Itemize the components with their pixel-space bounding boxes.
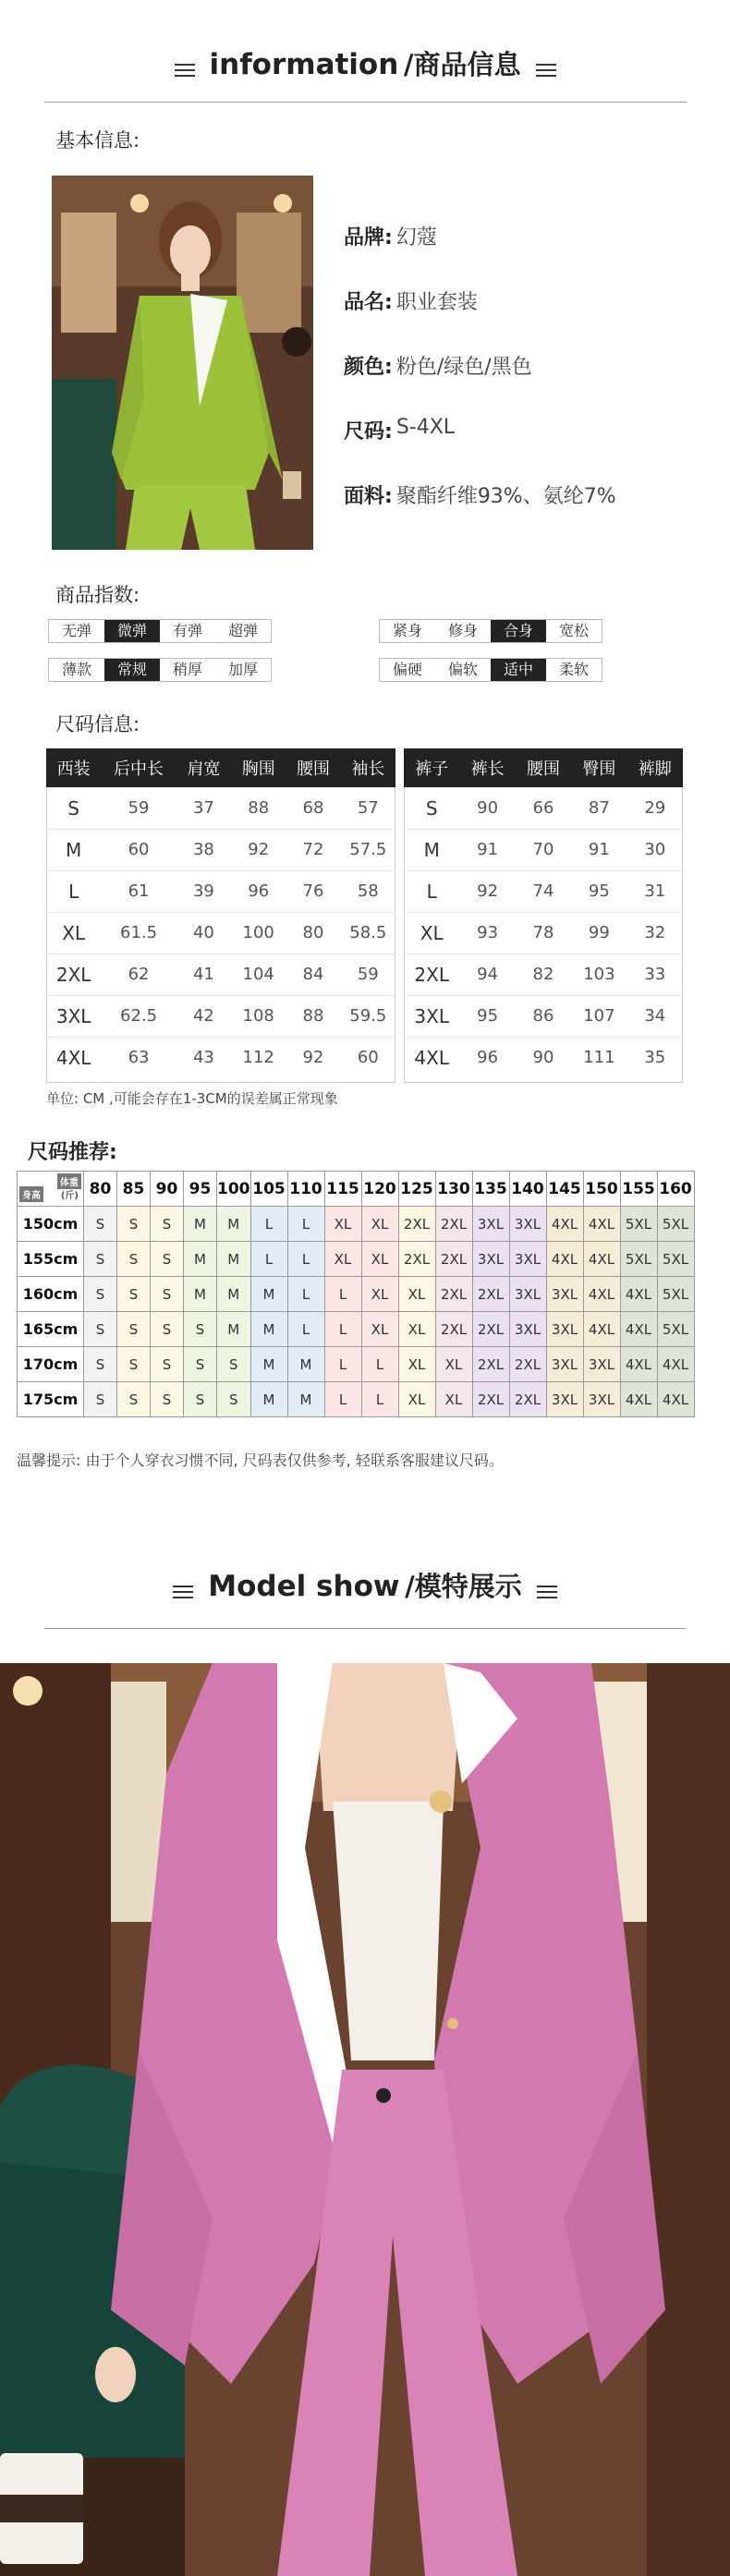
table-row [46,787,395,829]
pants-col-header: 裤长 [459,748,515,787]
table-row [404,1037,683,1078]
model-photo-pink-suit [0,1663,730,2576]
size-cell: M [287,1382,324,1417]
index-chip-selected: 合身 [491,620,546,642]
size-cell: 3XL [509,1312,546,1347]
size-label-cell: 4XL [404,1037,459,1078]
size-cell: 3XL [472,1242,509,1277]
size-cell: S [151,1312,184,1347]
suit-col-header: 袖长 [341,748,395,787]
size-cell: XL [435,1382,472,1417]
size-cell: 2XL [398,1242,435,1277]
size-cell: M [250,1312,287,1347]
weight-header: 160 [657,1172,694,1207]
measure-cell: 59 [341,954,395,995]
weight-header: 155 [620,1172,657,1207]
size-cell: S [151,1207,184,1242]
measure-cell: 40 [176,912,231,954]
weight-header: 125 [398,1172,435,1207]
table-row [18,1382,695,1417]
measure-cell: 35 [627,1037,683,1078]
size-label-cell: XL [46,912,101,954]
basic-info-list [344,222,616,545]
menu-lines-icon [175,64,195,77]
info-row-size: 尺码: S-4XL [344,416,456,444]
measure-cell: 58 [341,870,395,912]
size-cell: XL [361,1312,398,1347]
size-label-cell: 2XL [46,954,101,995]
measure-cell: 63 [101,1037,176,1078]
size-label-cell: M [46,829,101,870]
size-cell: S [217,1382,251,1417]
size-cell: M [184,1207,217,1242]
weight-header: 150 [583,1172,620,1207]
weight-header: 145 [546,1172,583,1207]
measure-cell: 60 [101,829,176,870]
index-chip: 柔软 [559,661,590,678]
size-cell: 2XL [435,1207,472,1242]
height-label-cell: 175cm [18,1382,84,1417]
menu-lines-icon [536,64,556,77]
size-cell: XL [361,1277,398,1312]
measure-cell: 72 [286,829,340,870]
size-label-cell: S [404,787,459,829]
index-chip-selected: 适中 [491,659,546,681]
size-cell: 2XL [398,1207,435,1242]
size-cell: 3XL [509,1277,546,1312]
measure-cell: 92 [286,1037,340,1078]
weight-header: 80 [84,1172,117,1207]
size-cell: 4XL [583,1277,620,1312]
table-row [46,829,395,870]
size-cell: 2XL [472,1312,509,1347]
suit-size-table [46,748,395,1078]
size-cell: 5XL [620,1207,657,1242]
size-cell: S [84,1207,117,1242]
index-chip: 稍厚 [173,661,203,678]
size-cell: XL [361,1242,398,1277]
measure-cell: 37 [176,787,231,829]
size-cell: XL [398,1312,435,1347]
size-cell: L [250,1242,287,1277]
size-cell: 2XL [472,1347,509,1382]
model-section-header [0,1566,730,1604]
table-row [46,1037,395,1078]
header-en: information [209,48,399,81]
size-cell: M [250,1382,287,1417]
measure-cell: 92 [459,870,515,912]
recommend-title: 尺码推荐: [28,1141,117,1164]
measure-cell: 57.5 [341,829,395,870]
size-cell: L [361,1382,398,1417]
index-chip: 超弹 [228,622,259,639]
measure-cell: 104 [231,954,286,995]
size-cell: S [217,1347,251,1382]
size-cell: 5XL [657,1312,694,1347]
measure-cell: 100 [231,912,286,954]
size-cell: XL [435,1347,472,1382]
header-sep: / [403,49,414,80]
weight-header: 100 [217,1172,251,1207]
size-label-cell: M [404,829,459,870]
info-row-color: 颜色: 粉色/绿色/黑色 [344,356,532,379]
size-note: 单位: CM ,可能会存在1-3CM的误差属正常现象 [46,1090,338,1107]
recommend-note: 温馨提示: 由于个人穿衣习惯不同, 尺码表仅供参考, 轻联系客服建议尺码。 [17,1452,504,1469]
size-cell: 3XL [546,1382,583,1417]
measure-cell: 82 [516,954,571,995]
size-cell: 2XL [435,1242,472,1277]
size-cell: XL [398,1347,435,1382]
size-cell: S [184,1382,217,1417]
height-label-cell: 150cm [18,1207,84,1242]
size-cell: 5XL [620,1242,657,1277]
measure-cell: 59.5 [341,995,395,1037]
index-thickness [48,658,272,682]
size-cell: L [250,1207,287,1242]
size-cell: 4XL [546,1242,583,1277]
weight-header: 105 [250,1172,287,1207]
size-cell: S [84,1312,117,1347]
measure-cell: 60 [341,1037,395,1078]
size-cell: 2XL [472,1382,509,1417]
size-cell: S [84,1347,117,1382]
size-cell: S [117,1347,151,1382]
size-cell: M [250,1347,287,1382]
measure-cell: 59 [101,787,176,829]
weight-header: 135 [472,1172,509,1207]
size-info-title: 尺码信息: [55,713,140,735]
measure-cell: 31 [627,870,683,912]
information-section-header [0,44,730,82]
corner-height-label: 身高 [19,1186,43,1202]
size-cell: XL [324,1207,361,1242]
measure-cell: 70 [516,829,571,870]
table-row [404,787,683,829]
size-cell: 2XL [509,1347,546,1382]
size-cell: L [361,1347,398,1382]
size-cell: 4XL [620,1312,657,1347]
size-cell: S [84,1277,117,1312]
size-cell: S [117,1277,151,1312]
weight-header: 115 [324,1172,361,1207]
size-cell: 4XL [546,1207,583,1242]
suit-col-header: 胸围 [231,748,286,787]
header-zh: 商品信息 [413,49,521,80]
size-cell: 4XL [583,1242,620,1277]
measure-cell: 95 [571,870,627,912]
size-cell: 3XL [546,1347,583,1382]
measure-cell: 96 [231,870,286,912]
table-row [18,1277,695,1312]
size-cell: 5XL [657,1242,694,1277]
size-cell: S [84,1382,117,1417]
measure-cell: 112 [231,1037,286,1078]
size-cell: 3XL [509,1207,546,1242]
corner-weight-label: 体重 [57,1173,81,1189]
size-cell: 4XL [583,1207,620,1242]
size-cell: 2XL [435,1312,472,1347]
table-row [404,870,683,912]
size-cell: 4XL [620,1382,657,1417]
index-title: 商品指数: [55,584,140,606]
size-cell: S [151,1382,184,1417]
suit-col-header: 腰围 [286,748,340,787]
table-corner-cell [18,1172,84,1207]
measure-cell: 38 [176,829,231,870]
size-label-cell: 3XL [46,995,101,1037]
measure-cell: 66 [516,787,571,829]
index-fit [379,619,602,643]
height-label-cell: 155cm [18,1242,84,1277]
height-label-cell: 170cm [18,1347,84,1382]
table-row [18,1312,695,1347]
info-row-fabric: 面料: 聚酯纤维93%、氨纶7% [344,485,616,508]
menu-lines-icon [537,1586,557,1598]
measure-cell: 61.5 [101,912,176,954]
size-cell: S [117,1207,151,1242]
table-row [404,829,683,870]
table-row [404,995,683,1037]
measure-cell: 91 [571,829,627,870]
size-cell: M [184,1277,217,1312]
measure-cell: 62.5 [101,995,176,1037]
measure-cell: 91 [459,829,515,870]
measure-cell: 90 [516,1037,571,1078]
suit-col-header: 后中长 [101,748,176,787]
size-cell: S [117,1312,151,1347]
size-cell: 4XL [620,1277,657,1312]
size-cell: 4XL [620,1347,657,1382]
size-cell: M [217,1242,251,1277]
size-cell: S [117,1242,151,1277]
size-cell: S [184,1312,217,1347]
table-row [18,1242,695,1277]
size-cell: XL [361,1207,398,1242]
pants-col-header: 腰围 [516,748,571,787]
size-cell: L [287,1207,324,1242]
corner-unit-label: (斤) [60,1191,79,1201]
suit-col-header: 肩宽 [176,748,231,787]
measure-cell: 41 [176,954,231,995]
measure-cell: 87 [571,787,627,829]
measure-cell: 42 [176,995,231,1037]
size-cell: L [324,1347,361,1382]
size-cell: XL [398,1277,435,1312]
product-photo-green-suit [52,176,313,550]
size-cell: 4XL [657,1382,694,1417]
index-chip: 加厚 [228,661,259,678]
model-header-sep: / [405,1571,415,1602]
basic-info-title: 基本信息: [55,129,140,152]
size-cell: M [217,1207,251,1242]
measure-cell: 58.5 [341,912,395,954]
size-cell: M [217,1312,251,1347]
measure-cell: 96 [459,1037,515,1078]
measure-cell: 32 [627,912,683,954]
table-row [18,1207,695,1242]
table-row [18,1347,695,1382]
size-cell: S [151,1347,184,1382]
measure-cell: 95 [459,995,515,1037]
measure-cell: 88 [231,787,286,829]
measure-cell: 99 [571,912,627,954]
pants-col-header: 裤脚 [627,748,683,787]
measure-cell: 34 [627,995,683,1037]
measure-cell: 39 [176,870,231,912]
weight-header: 85 [117,1172,151,1207]
size-cell: 5XL [657,1207,694,1242]
size-cell: S [84,1242,117,1277]
measure-cell: 103 [571,954,627,995]
size-cell: 3XL [546,1277,583,1312]
info-row-brand: 品牌: 幻蔻 [344,226,437,249]
measure-cell: 108 [231,995,286,1037]
measure-cell: 57 [341,787,395,829]
suit-col-header: 西装 [46,748,101,787]
menu-lines-icon [173,1586,193,1598]
measure-cell: 74 [516,870,571,912]
index-elasticity [48,619,272,643]
weight-header: 110 [287,1172,324,1207]
measure-cell: 30 [627,829,683,870]
size-cell: 3XL [509,1242,546,1277]
size-cell: 3XL [583,1382,620,1417]
size-label-cell: S [46,787,101,829]
size-cell: 2XL [435,1277,472,1312]
info-row-name: 品名: 职业套装 [344,291,478,314]
table-row [46,954,395,995]
size-cell: M [250,1277,287,1312]
size-cell: L [287,1242,324,1277]
index-chip: 无弹 [62,622,92,639]
measure-cell: 88 [286,995,340,1037]
measure-cell: 90 [459,787,515,829]
table-row [404,912,683,954]
index-chip: 偏软 [448,661,479,678]
measure-cell: 62 [101,954,176,995]
index-chip: 紧身 [393,622,423,639]
size-label-cell: XL [404,912,459,954]
measure-cell: 78 [516,912,571,954]
measure-cell: 68 [286,787,340,829]
weight-header: 130 [435,1172,472,1207]
size-cell: M [217,1277,251,1312]
size-cell: 3XL [472,1207,509,1242]
size-cell: M [287,1347,324,1382]
measure-cell: 33 [627,954,683,995]
model-header-zh: 模特展示 [414,1571,522,1602]
index-chip: 偏硬 [393,661,423,678]
size-cell: 3XL [546,1312,583,1347]
index-chip: 修身 [448,622,479,639]
size-cell: L [324,1312,361,1347]
measure-cell: 29 [627,787,683,829]
size-cell: XL [398,1382,435,1417]
size-cell: L [324,1277,361,1312]
weight-header: 140 [509,1172,546,1207]
pants-col-header: 臀围 [571,748,627,787]
index-chip-selected: 常规 [104,659,160,681]
size-cell: L [324,1382,361,1417]
measure-cell: 94 [459,954,515,995]
table-row [46,912,395,954]
size-cell: L [287,1277,324,1312]
index-chip: 薄款 [62,661,92,678]
measure-cell: 43 [176,1037,231,1078]
height-label-cell: 160cm [18,1277,84,1312]
size-cell: S [151,1242,184,1277]
divider [44,102,686,103]
size-cell: XL [324,1242,361,1277]
size-label-cell: L [46,870,101,912]
measure-cell: 61 [101,870,176,912]
measure-cell: 76 [286,870,340,912]
size-label-cell: 4XL [46,1037,101,1078]
size-cell: 4XL [657,1347,694,1382]
table-row [404,954,683,995]
table-row [46,995,395,1037]
table-row [46,870,395,912]
weight-header: 90 [151,1172,184,1207]
measure-cell: 92 [231,829,286,870]
size-cell: 4XL [583,1312,620,1347]
index-softness [379,658,602,682]
index-chip: 有弹 [173,622,203,639]
index-chip-selected: 微弹 [104,620,160,642]
weight-header: 120 [361,1172,398,1207]
weight-header: 95 [184,1172,217,1207]
size-cell: L [287,1312,324,1347]
height-label-cell: 165cm [18,1312,84,1347]
size-label-cell: 2XL [404,954,459,995]
model-header-en: Model show [208,1570,400,1603]
size-cell: S [117,1382,151,1417]
size-label-cell: 3XL [404,995,459,1037]
size-cell: 5XL [657,1277,694,1312]
size-cell: S [184,1347,217,1382]
pants-col-header: 裤子 [404,748,459,787]
size-recommendation-table [17,1171,695,1417]
pants-size-table [404,748,683,1078]
measure-cell: 86 [516,995,571,1037]
measure-cell: 84 [286,954,340,995]
measure-cell: 111 [571,1037,627,1078]
index-chip: 宽松 [559,622,590,639]
size-cell: M [184,1242,217,1277]
divider [44,1628,686,1629]
size-cell: 3XL [583,1347,620,1382]
size-cell: S [151,1277,184,1312]
size-label-cell: L [404,870,459,912]
measure-cell: 93 [459,912,515,954]
measure-cell: 107 [571,995,627,1037]
size-cell: 2XL [509,1382,546,1417]
size-cell: 2XL [472,1277,509,1312]
measure-cell: 80 [286,912,340,954]
